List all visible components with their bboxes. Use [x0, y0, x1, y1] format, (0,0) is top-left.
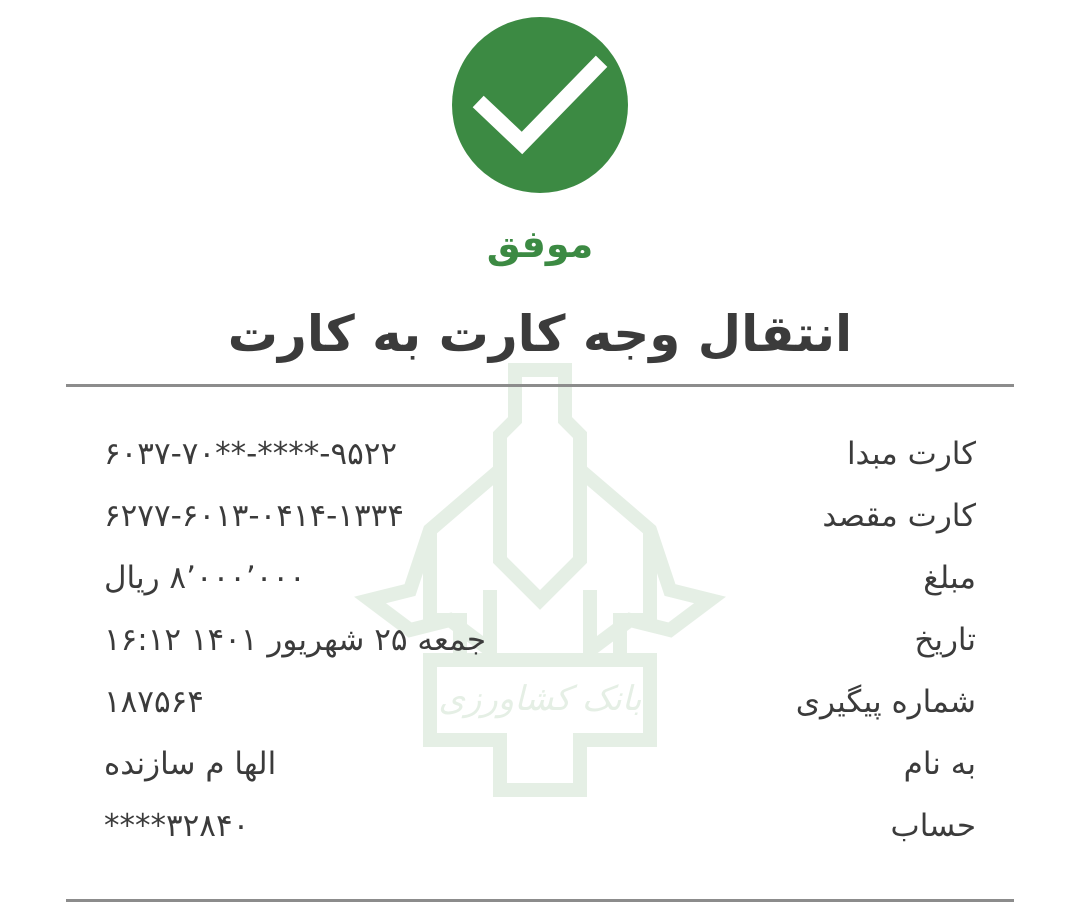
date-label: تاریخ [914, 622, 976, 658]
top-divider [66, 384, 1014, 387]
success-check-icon [452, 17, 628, 193]
receipt-title: انتقال وجه کارت به کارت [227, 305, 853, 363]
destination-card-value: ۶۲۷۷-۶۰۱۳-۰۴۱۴-۱۳۳۴ [104, 498, 404, 534]
detail-row-account [104, 800, 976, 862]
account-value: ****۳۲۸۴۰ [104, 808, 250, 844]
account-label: حساب [890, 808, 976, 844]
recipient-name-value: الها م سازنده [104, 746, 277, 782]
source-card-value: ۶۰۳۷-۷۰**-****-۹۵۲۲ [104, 436, 398, 472]
destination-card-label: کارت مقصد [822, 498, 976, 534]
bottom-divider [66, 899, 1014, 902]
tracking-number-value: ۱۸۷۵۶۴ [104, 684, 204, 720]
date-value: جمعه ۲۵ شهریور ۱۴۰۱ ۱۶:۱۲ [104, 622, 487, 658]
detail-row-tracking-number [104, 676, 976, 738]
transaction-details [104, 428, 976, 862]
recipient-name-label: به نام [903, 746, 976, 782]
watermark-text: بانک کشاورزی [438, 679, 642, 719]
detail-row-source-card [104, 428, 976, 490]
source-card-label: کارت مبدا [846, 436, 976, 472]
detail-row-recipient-name [104, 738, 976, 800]
detail-row-destination-card [104, 490, 976, 552]
amount-value: ۸٬۰۰۰٬۰۰۰ ریال [104, 560, 306, 596]
detail-row-date [104, 614, 976, 676]
detail-row-amount [104, 552, 976, 614]
status-text: موفق [486, 222, 594, 266]
amount-label: مبلغ [923, 560, 976, 596]
tracking-number-label: شماره پیگیری [795, 684, 976, 720]
